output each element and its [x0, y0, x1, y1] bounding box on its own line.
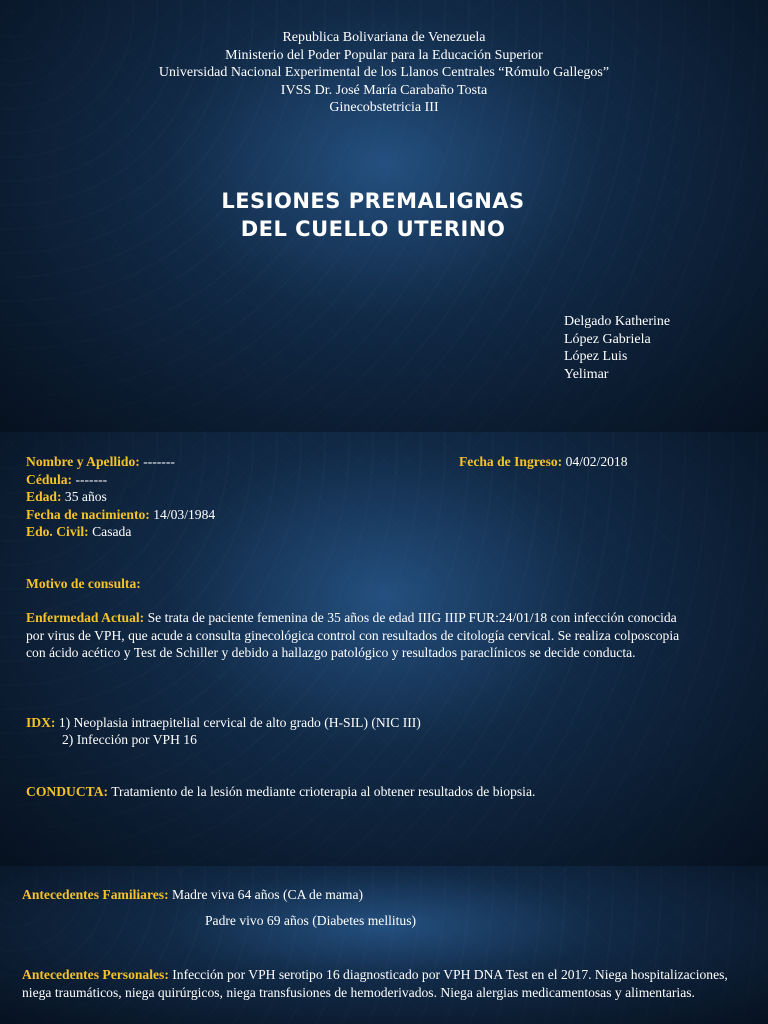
nacimiento-row [26, 506, 215, 524]
ingreso-value: 04/02/2018 [562, 454, 628, 469]
institution-line: Ministerio del Poder Popular para la Educación Superior [225, 47, 543, 63]
personales-text: Infección por VPH serotipo 16 diagnosticado por VPH DNA Test en el 2017. Niega hospitalizaciones, niega traumáticos, niega quirúrgicos, niega transfusiones de hemoderivados. Niega alergias medicamentosas y alimentarias. [22, 967, 728, 1000]
conducta-text: Tratamiento de la lesión mediante crioterapia al obtener resultados de biopsia. [108, 784, 536, 799]
enfermedad-text: Se trata de paciente femenina de 35 años de edad IIIG IIIP FUR:24/01/18 con infección conocida por virus de VPH, que acude a consulta ginecológica control con resultados de citología cervical. Se realiza colposcopia con ácido acético y Test de Schiller y debido a hallazgo patológico y resultados paraclínicos se decide conducta. [26, 610, 680, 660]
author-name: López Gabriela [564, 331, 651, 347]
institution-line: Republica Bolivariana de Venezuela [282, 30, 486, 45]
ingreso-label: Fecha de Ingreso: [459, 454, 563, 469]
motivo-label: Motivo de consulta: [26, 576, 141, 591]
personales-label: Antecedentes Personales: [22, 967, 169, 982]
enfermedad-paragraph [26, 609, 686, 662]
personales-paragraph [22, 966, 757, 1001]
presentation-title [0, 187, 746, 243]
author-name: Yelimar [564, 366, 609, 382]
antecedentes-slide [0, 866, 768, 1024]
cedula-row [26, 471, 107, 489]
title-slide [0, 0, 768, 432]
motivo-row [26, 575, 141, 593]
institution-line: IVSS Dr. José María Carabaño Tosta [280, 82, 488, 98]
conducta-row [26, 783, 535, 801]
familiares-label: Antecedentes Familiares: [22, 887, 169, 902]
nombre-label: Nombre y Apellido: [26, 454, 140, 469]
cedula-value: ------- [72, 472, 108, 487]
nacimiento-value: 14/03/1984 [149, 507, 216, 522]
ingreso-row [459, 453, 628, 471]
enfermedad-label: Enfermedad Actual: [26, 610, 145, 625]
clinical-case-slide [0, 432, 768, 866]
civil-row [26, 523, 131, 541]
idx-row-2 [62, 731, 197, 749]
conducta-label: CONDUCTA: [26, 784, 109, 799]
nombre-value: ------- [139, 454, 175, 469]
institution-line: Ginecobstetricia III [329, 100, 439, 115]
familiares-item-1: Madre viva 64 años (CA de mama) [168, 887, 364, 902]
author-list [564, 313, 670, 383]
familiares-row-2 [205, 912, 416, 930]
edad-label: Edad: [26, 489, 62, 504]
author-name: López Luis [564, 349, 628, 364]
nombre-row [26, 453, 175, 471]
cedula-label: Cédula: [26, 472, 73, 487]
idx-item-1: 1) Neoplasia intraepitelial cervical de alto grado (H-SIL) (NIC III) [55, 715, 421, 730]
author-name: Delgado Katherine [564, 314, 671, 329]
title-line-1: LESIONES PREMALIGNAS [221, 189, 525, 213]
civil-label: Edo. Civil: [26, 524, 89, 539]
edad-value: 35 años [61, 489, 107, 504]
edad-row [26, 488, 107, 506]
title-line-2: DEL CUELLO UTERINO [240, 217, 506, 241]
institution-header [0, 29, 768, 117]
idx-row-1 [26, 714, 421, 732]
idx-item-2: 2) Infección por VPH 16 [62, 732, 197, 747]
familiares-item-2: Padre vivo 69 años (Diabetes mellitus) [205, 913, 417, 928]
familiares-row-1 [22, 886, 363, 904]
institution-line: Universidad Nacional Experimental de los Llanos Centrales “Rómulo Gallegos” [158, 65, 610, 80]
civil-value: Casada [88, 524, 132, 539]
nacimiento-label: Fecha de nacimiento: [26, 507, 150, 522]
idx-label: IDX: [26, 715, 56, 730]
